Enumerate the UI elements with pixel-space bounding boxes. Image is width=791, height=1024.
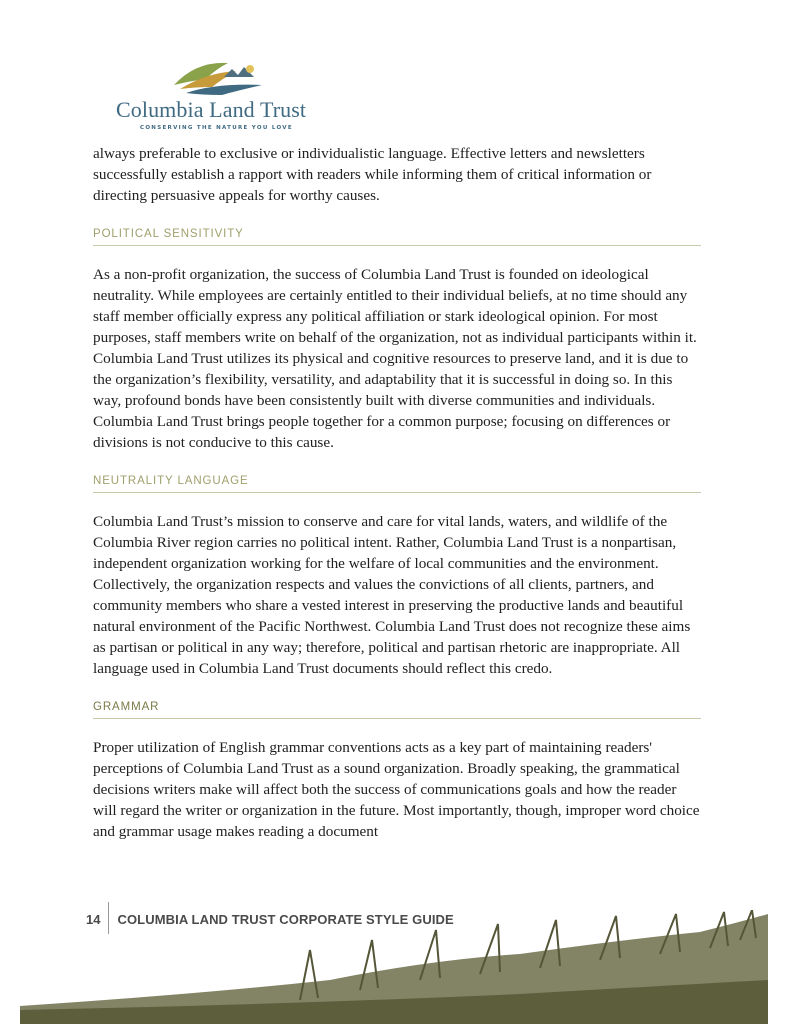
heading-political-sensitivity: POLITICAL SENSITIVITY xyxy=(93,228,701,246)
columbia-land-trust-logo xyxy=(116,55,316,135)
heading-neutrality-language: NEUTRALITY LANGUAGE xyxy=(93,475,701,493)
paragraph-continued-intro: always preferable to exclusive or individualistic language. Effective letters and newsletters successfully establish a rapport with readers while informing them of critical information or directing persuasive appeals for worthy causes. xyxy=(93,145,652,204)
logo-tagline: CONSERVING THE NATURE YOU LOVE xyxy=(140,125,293,131)
page-footer xyxy=(86,902,454,938)
logo-wordmark: Columbia Land Trust xyxy=(116,97,307,122)
footer-divider xyxy=(108,902,109,934)
heading-grammar: GRAMMAR xyxy=(93,701,701,719)
page-number: 14 xyxy=(86,912,101,927)
paragraph-grammar: Proper utilization of English grammar conventions acts as a key part of maintaining readers' perceptions of Columbia Land Trust as a sound organization. Broadly speaking, the grammatical decisions writers make will affect both the success of communications goals and how the reader will regard the writer or organization in the future. Most importantly, though, improper word choice and grammar usage makes reading a document xyxy=(93,739,700,840)
paragraph-political-sensitivity: As a non-profit organization, the success of Columbia Land Trust is founded on ideological neutrality. While employees are certainly entitled to their individual beliefs, at no time should any staff member officially express any political affiliation or stark ideological opinion. For most purposes, staff members write on behalf of the organization, not as individual participants within it. Columbia Land Trust utilizes its physical and cognitive resources to preserve land, and it is due to the organization’s flexibility, versatility, and adaptability that it is successful in doing so. In this way, profound bonds have been consistently built with diverse communities and individuals. Columbia Land Trust brings people together for a common purpose; focusing on differences or divisions is not conducive to this cause. xyxy=(93,266,697,451)
footer-title: COLUMBIA LAND TRUST CORPORATE STYLE GUIDE xyxy=(117,912,454,927)
document-body xyxy=(93,143,701,842)
landscape-emblem-icon xyxy=(166,55,266,97)
paragraph-neutrality-language: Columbia Land Trust’s mission to conserve and care for vital lands, waters, and wildlife of the Columbia River region carries no political intent. Rather, Columbia Land Trust is a nonpartisan, independent organization working for the welfare of local communities and the environment. Collectively, the organization respects and values the convictions of all clients, partners, and community members who share a vested interest in preserving the productive lands and beautiful natural environment of the Pacific Northwest. Columbia Land Trust does not recognize these aims as partisan or political in any way; therefore, political and partisan rhetoric are inappropriate. All language used in Columbia Land Trust documents should reflect this credo. xyxy=(93,513,691,677)
